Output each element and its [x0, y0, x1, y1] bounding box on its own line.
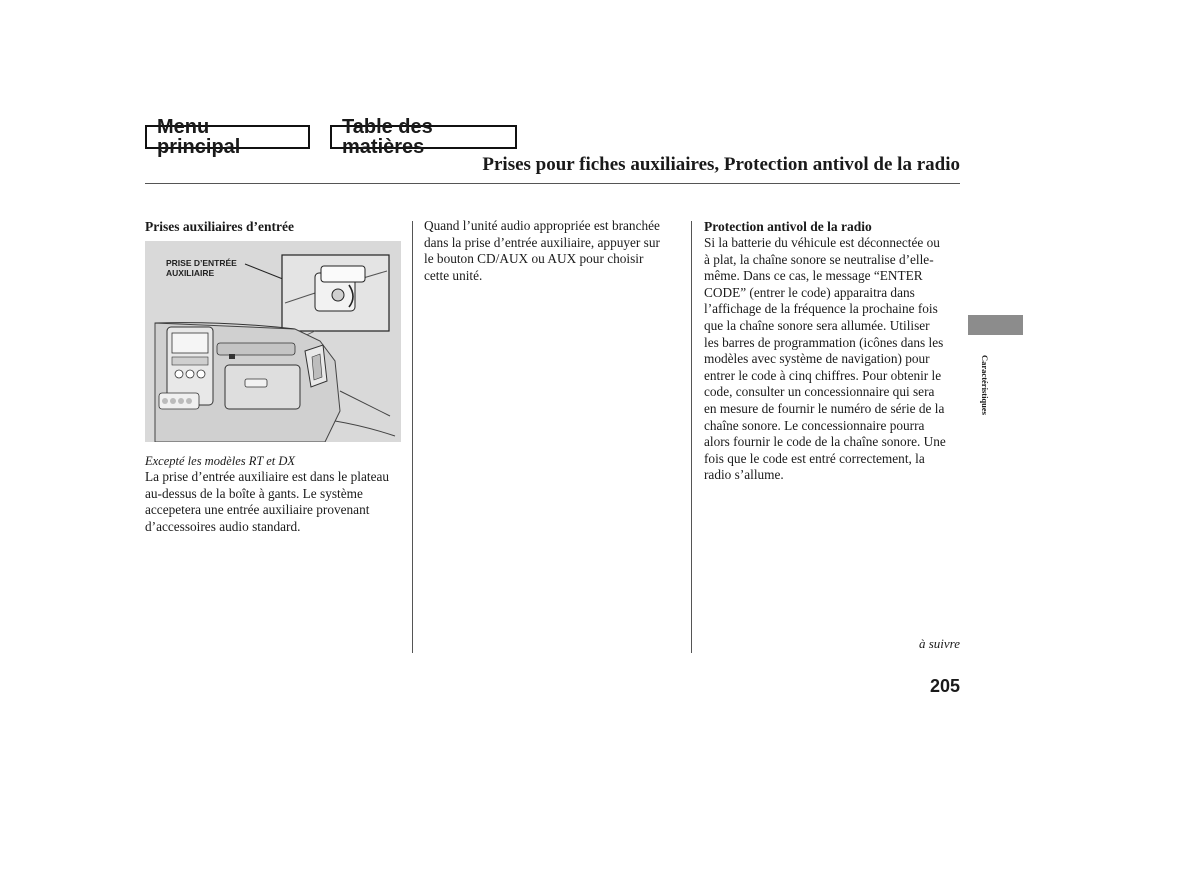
aux-usage-body: Quand l’unité audio appropriée est branchée dans la prise d’entrée auxiliaire, appuyer sur le bouton CD/AUX ou AUX pour choisir cette unité. — [424, 218, 660, 283]
aux-jack-illustration — [145, 241, 401, 442]
column-divider-2 — [691, 221, 692, 653]
page-number: 205 — [929, 676, 960, 696]
title-divider — [145, 183, 960, 184]
aux-jack-body: La prise d’entrée auxiliaire est dans le plateau au-dessus de la boîte à gants. Le système accepetera une entrée auxiliaire provenant d’accessoires audio standard. — [145, 469, 390, 534]
section-tab[interactable] — [968, 315, 1023, 335]
figure-callout-label: PRISE D’ENTRÉE AUXILIAIRE — [166, 258, 237, 278]
section-tab-label: Caractéristiques — [980, 355, 990, 415]
anti-theft-heading: Protection antivol de la radio — [704, 219, 872, 234]
continued-note: à suivre — [918, 636, 960, 651]
table-of-contents-button[interactable]: Table des matières — [330, 125, 517, 149]
page-title: Prises pour fiches auxiliaires, Protection antivol de la radio — [482, 154, 960, 175]
aux-jack-heading: Prises auxiliaires d’entrée — [145, 219, 294, 234]
column-divider-1 — [412, 221, 413, 653]
anti-theft-body: Si la batterie du véhicule est déconnectée ou à plat, la chaîne sonore se neutralise d’elle- même. Dans ce cas, le message “ENTER CODE” (entrer le code) apparaitra dans l’affichage de la fréquence la prochaine fois que la chaîne sonore sera allumée. Utiliser les barres de programmation (icônes dans les modèles avec système de navigation) pour entrer le code à cinq chiffres. Pour obtenir le code, consulter un concessionnaire qui sera en mesure de fournir le numéro de série de la chaîne sonore. Le concessionnaire pourra alors fournir le code de la chaîne sonore. Une fois que le code est entré correctement, la radio s’allume. — [704, 235, 946, 483]
main-menu-button[interactable]: Menu principal — [145, 125, 310, 149]
model-note: Excepté les modèles RT et DX — [145, 454, 296, 468]
